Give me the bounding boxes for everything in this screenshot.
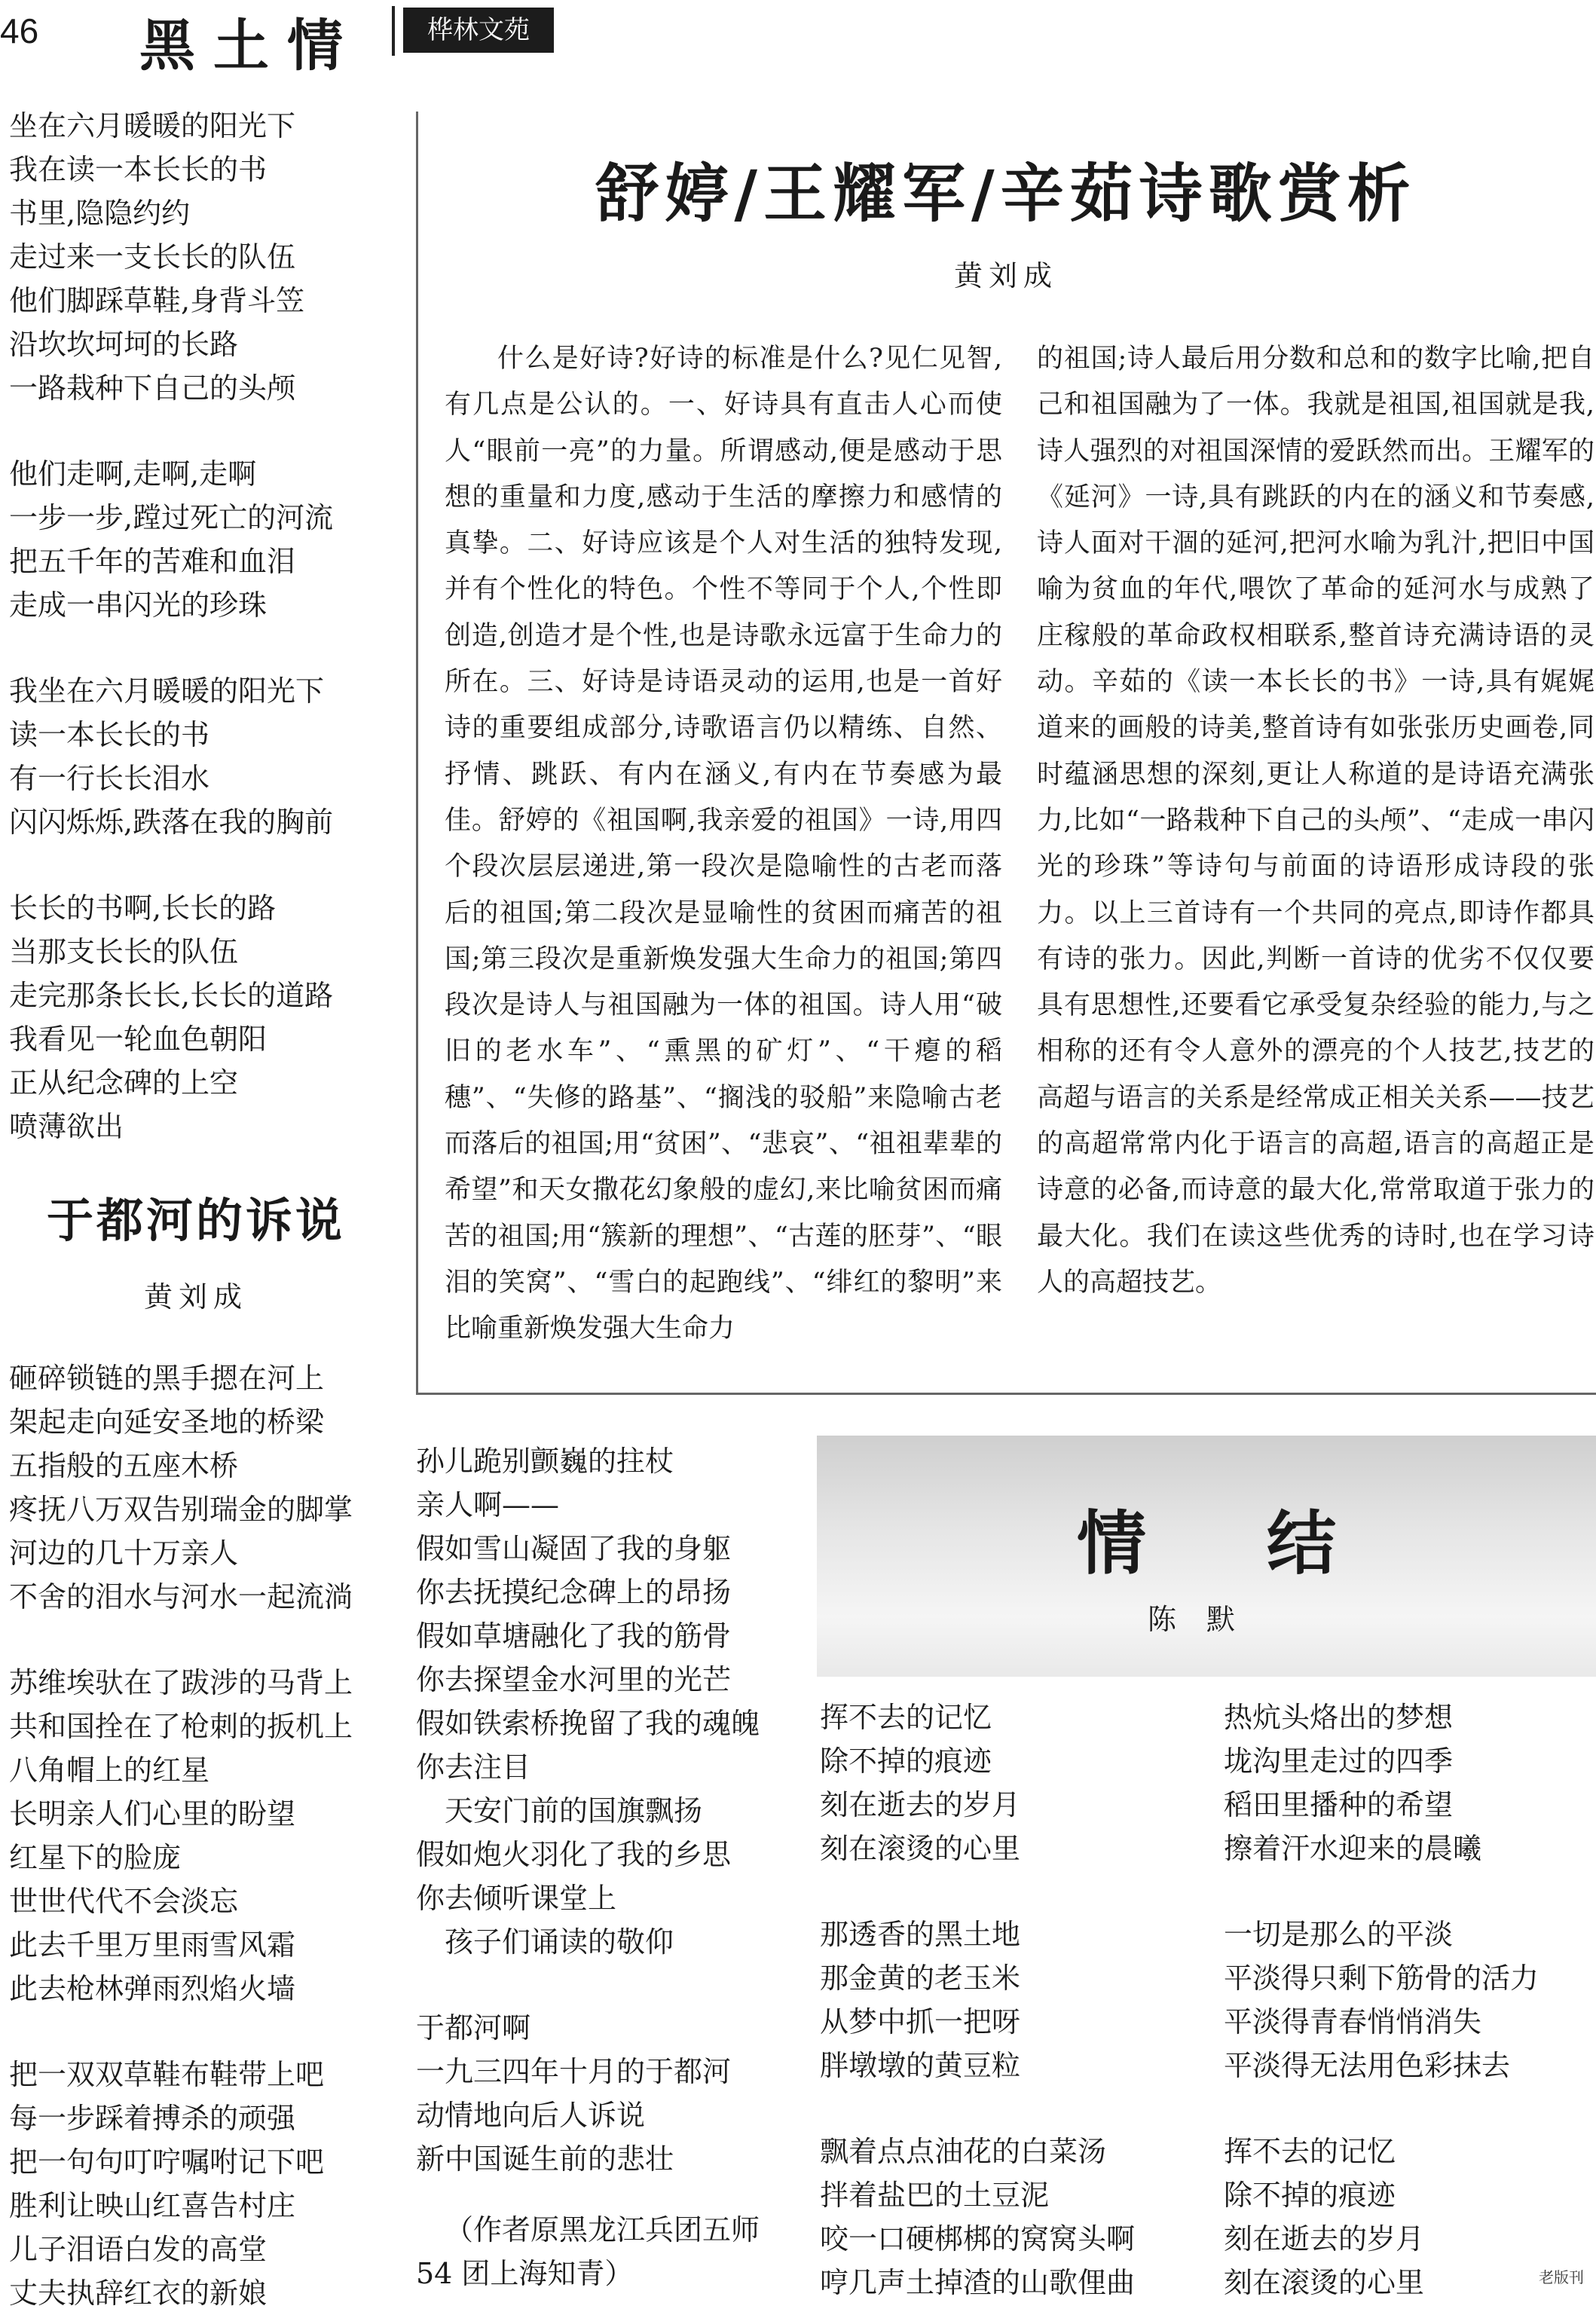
essay-paragraph-2: 的祖国;诗人最后用分数和总和的数字比喻,把自己和祖国融为了一体。我就是祖国,祖国就是我,诗人强烈的对祖国深情的爱跃然而出。王耀军的《延河》一诗,具有跳跃的内在的涵义和节奏感,诗人面对干涸的延河,把河水喻为乳汁,把旧中国喻为贫血的年代,喂饮了革命的延河水与成熟了庄稼般的革命政权相联系,整首诗充满诗语的灵动。辛茹的《读一本长长的书》一诗,具有娓娓道来的画般的诗美,整首诗有如张张历史画卷,同时蕴涵思想的深刻,更让人称道的是诗语充满张力,比如“一路栽种下自己的头颅”、“走成一串闪光的珍珠”等诗句与前面的诗语形成诗段的张力。以上三首诗有一个共同的亮点,即诗作都具有诗的张力。因此,判断一首诗的优劣不仅仅要具有思想性,还要看它承受复杂经验的能力,与之相称的还有令人意外的漂亮的个人技艺,技艺的高超与语言的关系是经常成正相关关系——技艺的高超常常内化于语言的高超,语言的高超正是诗意的必备,而诗意的最大化,常常取道于张力的最大化。我们在读这些优秀的诗时,也在学习诗人的高超技艺。 <box>1037 344 1594 1298</box>
magazine-title: 黑土情 <box>139 14 361 78</box>
poem-line: 从梦中抓一把呀 <box>820 2005 1021 2038</box>
stanza-break <box>9 627 401 669</box>
poem-line: 架起走向延安圣地的桥梁 <box>9 1405 325 1439</box>
author-note-line-2: 54 团上海知青） <box>416 2257 634 2290</box>
poem-line: 沿坎坎坷坷的长路 <box>9 328 239 361</box>
poem-line: 书里,隐隐约约 <box>9 197 191 230</box>
poem-line: 平淡得无法用色彩抹去 <box>1224 2049 1511 2082</box>
poem-line: 假如铁索桥挽留了我的魂魄 <box>416 1707 760 1740</box>
poem-line: 你去探望金水河里的光芒 <box>416 1663 732 1696</box>
poem-line: 刻在滚烫的心里 <box>820 1832 1021 1865</box>
poem-line: 假如雪山凝固了我的身躯 <box>416 1532 732 1565</box>
essay-column-1 <box>445 336 1002 1353</box>
poem-line: 我在读一本长长的书 <box>9 153 268 186</box>
poem-line: 闪闪烁烁,跌落在我的胸前 <box>9 806 334 839</box>
stanza-break <box>820 2087 1197 2130</box>
poem-line: 把一句句叮咛嘱咐记下吧 <box>9 2145 325 2179</box>
page-number: 46 <box>0 11 39 50</box>
poem-line: 咬一口硬梆梆的窝窝头啊 <box>820 2222 1136 2255</box>
section-tag: 桦林文苑 <box>403 8 554 53</box>
poem-line: 天安门前的国旗飘扬 <box>416 1794 703 1827</box>
stanza-break <box>1224 1870 1596 1913</box>
poem-line: 孩子们诵读的敬仰 <box>416 1925 674 1959</box>
poem-line: 八角帽上的红星 <box>9 1754 210 1787</box>
poem-line: 挥不去的记忆 <box>820 1701 992 1734</box>
poem-line: 胜利让映山红喜告村庄 <box>9 2189 296 2222</box>
stanza-break <box>1224 2087 1596 2130</box>
poem-line: 河边的几十万亲人 <box>9 1537 239 1570</box>
poem-line: 世世代代不会淡忘 <box>9 1885 239 1918</box>
poem-line: 我看见一轮血色朝阳 <box>9 1023 268 1056</box>
poem-line: 刻在滚烫的心里 <box>1224 2266 1425 2299</box>
poem2-column-1 <box>9 1356 401 2315</box>
stanza-break <box>9 844 401 886</box>
poem-line: 新中国诞生前的悲壮 <box>416 2142 674 2176</box>
poem-line: 把一双双草鞋布鞋带上吧 <box>9 2058 325 2091</box>
poem-line: 一切是那么的平淡 <box>1224 1918 1454 1951</box>
poem-line: 稻田里播种的希望 <box>1224 1788 1454 1821</box>
essay-title: 舒婷/王耀军/辛茹诗歌赏析 <box>595 156 1417 231</box>
stanza-break <box>9 2011 401 2053</box>
poem-line: 走过来一支长长的队伍 <box>9 240 296 274</box>
stanza-break <box>416 1964 808 2006</box>
poem-line: 刻在逝去的岁月 <box>820 1788 1021 1821</box>
poem-line: 此去千里万里雨雪风霜 <box>9 1928 296 1962</box>
poem-line: 拌着盐巴的土豆泥 <box>820 2179 1050 2212</box>
poem-line: 把五千年的苦难和血泪 <box>9 545 296 578</box>
poem-line: 平淡得青春悄悄消失 <box>1224 2005 1482 2038</box>
poem3-column-2 <box>1224 1696 1596 2304</box>
poem-line: 一九三四年十月的于都河 <box>416 2055 732 2088</box>
essay-column-2 <box>1037 336 1594 1306</box>
header-divider <box>392 6 395 56</box>
author-note-line-1: （作者原黑龙江兵团五师 <box>445 2213 760 2246</box>
poem-line: 孙儿跪别颤巍的拄杖 <box>416 1445 674 1478</box>
poem-line: 他们走啊,走啊,走啊 <box>9 457 257 491</box>
poem-line: 一路栽种下自己的头颅 <box>9 372 296 405</box>
poem-line: 一步一步,蹚过死亡的河流 <box>9 501 334 534</box>
poem-line: 当那支长长的队伍 <box>9 935 239 968</box>
poem-line: 擦着汗水迎来的晨曦 <box>1224 1832 1482 1865</box>
essay-paragraph-1: 什么是好诗?好诗的标准是什么?见仁见智,有几点是公认的。一、好诗具有直击人心而使人“眼前一亮”的力量。所谓感动,便是感动于思想的重量和力度,感动于生活的摩擦力和感情的真挚。二、好诗应该是个人对生活的独特发现,并有个性化的特色。个性不等同于个人,个性即创造,创造才是个性,也是诗歌永远富于生命力的所在。三、好诗是诗语灵动的运用,也是一首好诗的重要组成部分,诗歌语言仍以精练、自然、抒情、跳跃、有内在涵义,有内在节奏感为最佳。舒婷的《祖国啊,我亲爱的祖国》一诗,用四个段次层层递进,第一段次是隐喻性的古老而落后的祖国;第二段次是显喻性的贫困而痛苦的祖国;第三段次是重新焕发强大生命力的祖国;第四段次是诗人与祖国融为一体的祖国。诗人用“破旧的老水车”、“熏黑的矿灯”、“干瘪的稻穗”、“失修的路基”、“搁浅的驳船”来隐喻古老而落后的祖国;用“贫困”、“悲哀”、“祖祖辈辈的希望”和天女撒花幻象般的虚幻,来比喻贫困而痛苦的祖国;用“簇新的理想”、“古莲的胚芽”、“眼泪的笑窝”、“雪白的起跑线”、“绯红的黎明”来比喻重新焕发强大生命力 <box>445 344 1002 1344</box>
poem-line: 刻在逝去的岁月 <box>1224 2222 1425 2255</box>
poem-line: 哼几声土掉渣的山歌俚曲 <box>820 2266 1136 2299</box>
poem-line: 每一步踩着搏杀的顽强 <box>9 2102 296 2135</box>
poem-line: 那金黄的老玉米 <box>820 1962 1021 1995</box>
poem3-author: 陈默 <box>1147 1603 1265 1636</box>
watermark: 老版刊 <box>1539 2268 1584 2286</box>
poem-line: 挥不去的记忆 <box>1224 2135 1396 2168</box>
poem-line: 不舍的泪水与河水一起流淌 <box>9 1580 353 1613</box>
poem-line: 热炕头烙出的梦想 <box>1224 1701 1454 1734</box>
essay-author: 黄刘成 <box>953 259 1058 292</box>
poem-line: 除不掉的痕迹 <box>820 1745 992 1778</box>
stanza-break <box>9 410 401 452</box>
poem-line: 平淡得只剩下筋骨的活力 <box>1224 1962 1539 1995</box>
poem-line: 他们脚踩草鞋,身背斗笠 <box>9 284 305 317</box>
poem-line: 于都河啊 <box>416 2011 531 2044</box>
poem-line: 假如炮火羽化了我的乡思 <box>416 1838 732 1871</box>
poem1-body <box>9 104 401 1148</box>
poem-line: 正从纪念碑的上空 <box>9 1066 239 1099</box>
poem-line: 儿子泪语白发的高堂 <box>9 2233 268 2266</box>
poem-line: 走成一串闪光的珍珠 <box>9 589 268 622</box>
poem3-column-1 <box>820 1696 1197 2304</box>
poem-line: 垅沟里走过的四季 <box>1224 1745 1454 1778</box>
poem-line: 喷薄欲出 <box>9 1110 124 1143</box>
poem-line: 苏维埃驮在了跋涉的马背上 <box>9 1666 353 1699</box>
poem-line: 坐在六月暖暖的阳光下 <box>9 109 296 142</box>
stanza-break <box>9 1619 401 1661</box>
poem-line: 红星下的脸庞 <box>9 1841 182 1874</box>
poem-line: 胖墩墩的黄豆粒 <box>820 2049 1021 2082</box>
poem-line: 长长的书啊,长长的路 <box>9 891 277 925</box>
poem-line: 五指般的五座木桥 <box>9 1449 239 1482</box>
poem-line: 你去注目 <box>416 1751 531 1784</box>
poem-line: 砸碎锁链的黑手摁在河上 <box>9 1362 325 1395</box>
poem-line: 亲人啊—— <box>416 1488 560 1521</box>
poem-line: 共和国拴在了枪刺的扳机上 <box>9 1710 353 1743</box>
poem2-author: 黄刘成 <box>143 1280 248 1313</box>
poem-line: 我坐在六月暖暖的阳光下 <box>9 674 325 708</box>
poem-line: 除不掉的痕迹 <box>1224 2179 1396 2212</box>
poem-line: 你去倾听课堂上 <box>416 1882 617 1915</box>
poem-line: 走完那条长长,长长的道路 <box>9 979 334 1012</box>
poem-line: 动情地向后人诉说 <box>416 2099 646 2132</box>
poem-line: 你去抚摸纪念碑上的昂扬 <box>416 1576 732 1609</box>
poem-line: 读一本长长的书 <box>9 718 210 751</box>
stanza-break <box>820 1870 1197 1913</box>
poem-line: 丈夫执辞红衣的新娘 <box>9 2277 268 2310</box>
poem-line: 疼抚八万双告别瑞金的脚掌 <box>9 1493 353 1526</box>
poem-line: 假如草塘融化了我的筋骨 <box>416 1619 732 1653</box>
poem-line: 有一行长长泪水 <box>9 762 210 795</box>
poem-line: 飘着点点油花的白菜汤 <box>820 2135 1107 2168</box>
poem3-title: 情结 <box>1076 1503 1457 1584</box>
poem-line: 长明亲人们心里的盼望 <box>9 1797 296 1830</box>
poem-line: 那透香的黑土地 <box>820 1918 1021 1951</box>
poem2-title: 于都河的诉说 <box>46 1193 345 1248</box>
poem-line: 此去枪林弹雨烈焰火墙 <box>9 1972 296 2005</box>
poem2-column-2 <box>416 1439 808 2181</box>
